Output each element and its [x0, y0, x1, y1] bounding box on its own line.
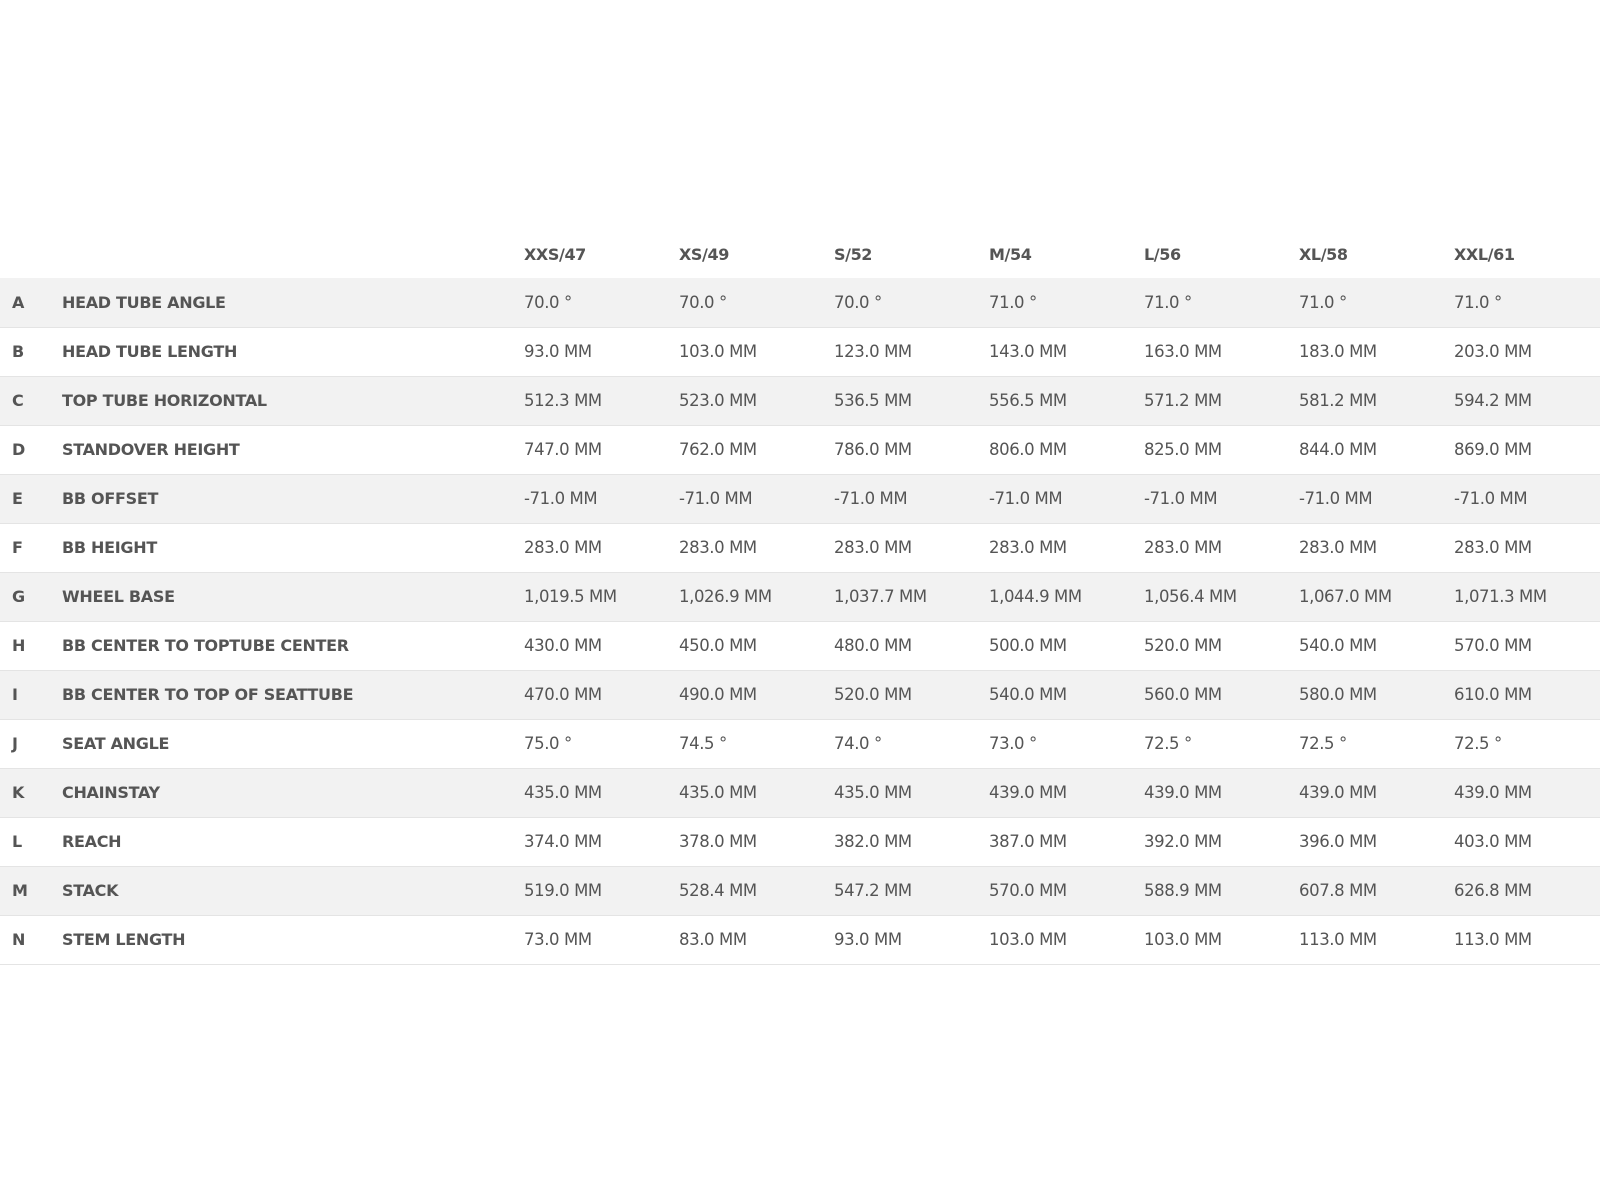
table-row — [0, 768, 1600, 817]
row-value-cell: 520.0 MM — [834, 670, 989, 719]
row-value-cell: 392.0 MM — [1144, 817, 1299, 866]
row-value-cell: 70.0 ° — [524, 278, 679, 327]
row-value-cell: 1,019.5 MM — [524, 572, 679, 621]
row-measurement-name: WHEEL BASE — [62, 572, 524, 621]
row-value-cell: 439.0 MM — [1454, 768, 1600, 817]
row-value-cell: 540.0 MM — [989, 670, 1144, 719]
table-header — [0, 230, 1600, 278]
row-value-cell: 490.0 MM — [679, 670, 834, 719]
row-value-cell: 556.5 MM — [989, 376, 1144, 425]
geometry-table — [0, 230, 1600, 965]
row-value-cell: 1,071.3 MM — [1454, 572, 1600, 621]
row-value-cell: 435.0 MM — [679, 768, 834, 817]
table-row — [0, 278, 1600, 327]
row-value-cell: 103.0 MM — [1144, 915, 1299, 964]
row-value-cell: 283.0 MM — [989, 523, 1144, 572]
column-header-size: XS/49 — [679, 244, 729, 264]
row-letter: L — [0, 817, 62, 866]
row-value-cell: 387.0 MM — [989, 817, 1144, 866]
row-value-cell: 439.0 MM — [989, 768, 1144, 817]
row-value-cell: 74.0 ° — [834, 719, 989, 768]
row-letter: K — [0, 768, 62, 817]
row-value-cell: -71.0 MM — [1299, 474, 1454, 523]
row-value-cell: 470.0 MM — [524, 670, 679, 719]
row-value-cell: 1,044.9 MM — [989, 572, 1144, 621]
row-value-cell: 435.0 MM — [834, 768, 989, 817]
row-value-cell: 283.0 MM — [834, 523, 989, 572]
row-value-cell: 72.5 ° — [1454, 719, 1600, 768]
column-header-size: L/56 — [1144, 244, 1181, 264]
row-value-cell: 439.0 MM — [1299, 768, 1454, 817]
row-letter: N — [0, 915, 62, 964]
table-row — [0, 621, 1600, 670]
row-value-cell: 439.0 MM — [1144, 768, 1299, 817]
row-letter: J — [0, 719, 62, 768]
row-value-cell: 786.0 MM — [834, 425, 989, 474]
row-value-cell: 113.0 MM — [1454, 915, 1600, 964]
row-value-cell: -71.0 MM — [834, 474, 989, 523]
column-header-size: S/52 — [834, 244, 873, 264]
row-value-cell: 71.0 ° — [989, 278, 1144, 327]
row-value-cell: 403.0 MM — [1454, 817, 1600, 866]
table-row — [0, 866, 1600, 915]
row-value-cell: -71.0 MM — [524, 474, 679, 523]
table-row — [0, 572, 1600, 621]
row-letter: I — [0, 670, 62, 719]
row-value-cell: 570.0 MM — [989, 866, 1144, 915]
column-header-size: XL/58 — [1299, 244, 1348, 264]
row-value-cell: 382.0 MM — [834, 817, 989, 866]
row-value-cell: 374.0 MM — [524, 817, 679, 866]
row-value-cell: 560.0 MM — [1144, 670, 1299, 719]
table-row — [0, 327, 1600, 376]
row-value-cell: 519.0 MM — [524, 866, 679, 915]
row-measurement-name: TOP TUBE HORIZONTAL — [62, 376, 524, 425]
row-value-cell: 283.0 MM — [1144, 523, 1299, 572]
row-value-cell: 747.0 MM — [524, 425, 679, 474]
row-letter: F — [0, 523, 62, 572]
row-value-cell: 594.2 MM — [1454, 376, 1600, 425]
column-header-size: XXL/61 — [1454, 244, 1515, 264]
row-value-cell: 72.5 ° — [1144, 719, 1299, 768]
row-measurement-name: HEAD TUBE LENGTH — [62, 327, 524, 376]
row-value-cell: -71.0 MM — [679, 474, 834, 523]
row-value-cell: -71.0 MM — [1144, 474, 1299, 523]
row-value-cell: 571.2 MM — [1144, 376, 1299, 425]
row-value-cell: 283.0 MM — [679, 523, 834, 572]
row-value-cell: 103.0 MM — [679, 327, 834, 376]
row-value-cell: 203.0 MM — [1454, 327, 1600, 376]
row-measurement-name: HEAD TUBE ANGLE — [62, 278, 524, 327]
column-header-size: XXS/47 — [524, 244, 586, 264]
row-measurement-name: STEM LENGTH — [62, 915, 524, 964]
row-value-cell: 70.0 ° — [679, 278, 834, 327]
row-value-cell: 540.0 MM — [1299, 621, 1454, 670]
row-value-cell: 523.0 MM — [679, 376, 834, 425]
column-header-size: M/54 — [989, 244, 1032, 264]
row-value-cell: 378.0 MM — [679, 817, 834, 866]
row-value-cell: 1,067.0 MM — [1299, 572, 1454, 621]
row-value-cell: -71.0 MM — [1454, 474, 1600, 523]
row-value-cell: 512.3 MM — [524, 376, 679, 425]
row-letter: B — [0, 327, 62, 376]
row-value-cell: 581.2 MM — [1299, 376, 1454, 425]
row-value-cell: 283.0 MM — [1299, 523, 1454, 572]
row-value-cell: 103.0 MM — [989, 915, 1144, 964]
row-value-cell: 500.0 MM — [989, 621, 1144, 670]
row-value-cell: 183.0 MM — [1299, 327, 1454, 376]
row-value-cell: 536.5 MM — [834, 376, 989, 425]
row-value-cell: 93.0 MM — [524, 327, 679, 376]
row-value-cell: 143.0 MM — [989, 327, 1144, 376]
row-measurement-name: REACH — [62, 817, 524, 866]
row-value-cell: 283.0 MM — [524, 523, 679, 572]
row-value-cell: 283.0 MM — [1454, 523, 1600, 572]
row-letter: G — [0, 572, 62, 621]
row-value-cell: 1,026.9 MM — [679, 572, 834, 621]
row-value-cell: 113.0 MM — [1299, 915, 1454, 964]
row-value-cell: 430.0 MM — [524, 621, 679, 670]
row-measurement-name: SEAT ANGLE — [62, 719, 524, 768]
header-letter-cell — [0, 230, 62, 278]
row-value-cell: 73.0 ° — [989, 719, 1144, 768]
row-value-cell: 70.0 ° — [834, 278, 989, 327]
row-value-cell: 547.2 MM — [834, 866, 989, 915]
table-row — [0, 425, 1600, 474]
row-measurement-name: CHAINSTAY — [62, 768, 524, 817]
row-measurement-name: STANDOVER HEIGHT — [62, 425, 524, 474]
row-value-cell: 71.0 ° — [1454, 278, 1600, 327]
row-value-cell: 1,056.4 MM — [1144, 572, 1299, 621]
table-row — [0, 474, 1600, 523]
header-row — [0, 230, 1600, 278]
row-value-cell: 626.8 MM — [1454, 866, 1600, 915]
row-value-cell: 762.0 MM — [679, 425, 834, 474]
row-value-cell: 528.4 MM — [679, 866, 834, 915]
row-value-cell: 844.0 MM — [1299, 425, 1454, 474]
row-value-cell: 607.8 MM — [1299, 866, 1454, 915]
row-value-cell: 580.0 MM — [1299, 670, 1454, 719]
row-value-cell: 74.5 ° — [679, 719, 834, 768]
row-measurement-name: BB CENTER TO TOP OF SEATTUBE — [62, 670, 524, 719]
row-letter: C — [0, 376, 62, 425]
row-value-cell: 72.5 ° — [1299, 719, 1454, 768]
row-value-cell: 435.0 MM — [524, 768, 679, 817]
row-letter: D — [0, 425, 62, 474]
row-measurement-name: BB CENTER TO TOPTUBE CENTER — [62, 621, 524, 670]
row-value-cell: 806.0 MM — [989, 425, 1144, 474]
row-measurement-name: BB HEIGHT — [62, 523, 524, 572]
row-value-cell: -71.0 MM — [989, 474, 1144, 523]
row-value-cell: 570.0 MM — [1454, 621, 1600, 670]
row-value-cell: 825.0 MM — [1144, 425, 1299, 474]
row-letter: E — [0, 474, 62, 523]
row-value-cell: 480.0 MM — [834, 621, 989, 670]
row-value-cell: 123.0 MM — [834, 327, 989, 376]
table-row — [0, 376, 1600, 425]
table-row — [0, 915, 1600, 964]
row-measurement-name: BB OFFSET — [62, 474, 524, 523]
table-row — [0, 523, 1600, 572]
row-measurement-name: STACK — [62, 866, 524, 915]
row-value-cell: 610.0 MM — [1454, 670, 1600, 719]
table-row — [0, 817, 1600, 866]
row-value-cell: 396.0 MM — [1299, 817, 1454, 866]
row-value-cell: 450.0 MM — [679, 621, 834, 670]
row-value-cell: 71.0 ° — [1144, 278, 1299, 327]
row-value-cell: 163.0 MM — [1144, 327, 1299, 376]
row-value-cell: 71.0 ° — [1299, 278, 1454, 327]
header-name-cell — [62, 230, 524, 278]
row-value-cell: 520.0 MM — [1144, 621, 1299, 670]
row-value-cell: 588.9 MM — [1144, 866, 1299, 915]
row-value-cell: 83.0 MM — [679, 915, 834, 964]
row-letter: M — [0, 866, 62, 915]
row-value-cell: 93.0 MM — [834, 915, 989, 964]
row-value-cell: 869.0 MM — [1454, 425, 1600, 474]
row-value-cell: 1,037.7 MM — [834, 572, 989, 621]
table-row — [0, 670, 1600, 719]
table-row — [0, 719, 1600, 768]
table-body — [0, 278, 1600, 964]
row-value-cell: 75.0 ° — [524, 719, 679, 768]
row-letter: A — [0, 278, 62, 327]
row-letter: H — [0, 621, 62, 670]
row-value-cell: 73.0 MM — [524, 915, 679, 964]
